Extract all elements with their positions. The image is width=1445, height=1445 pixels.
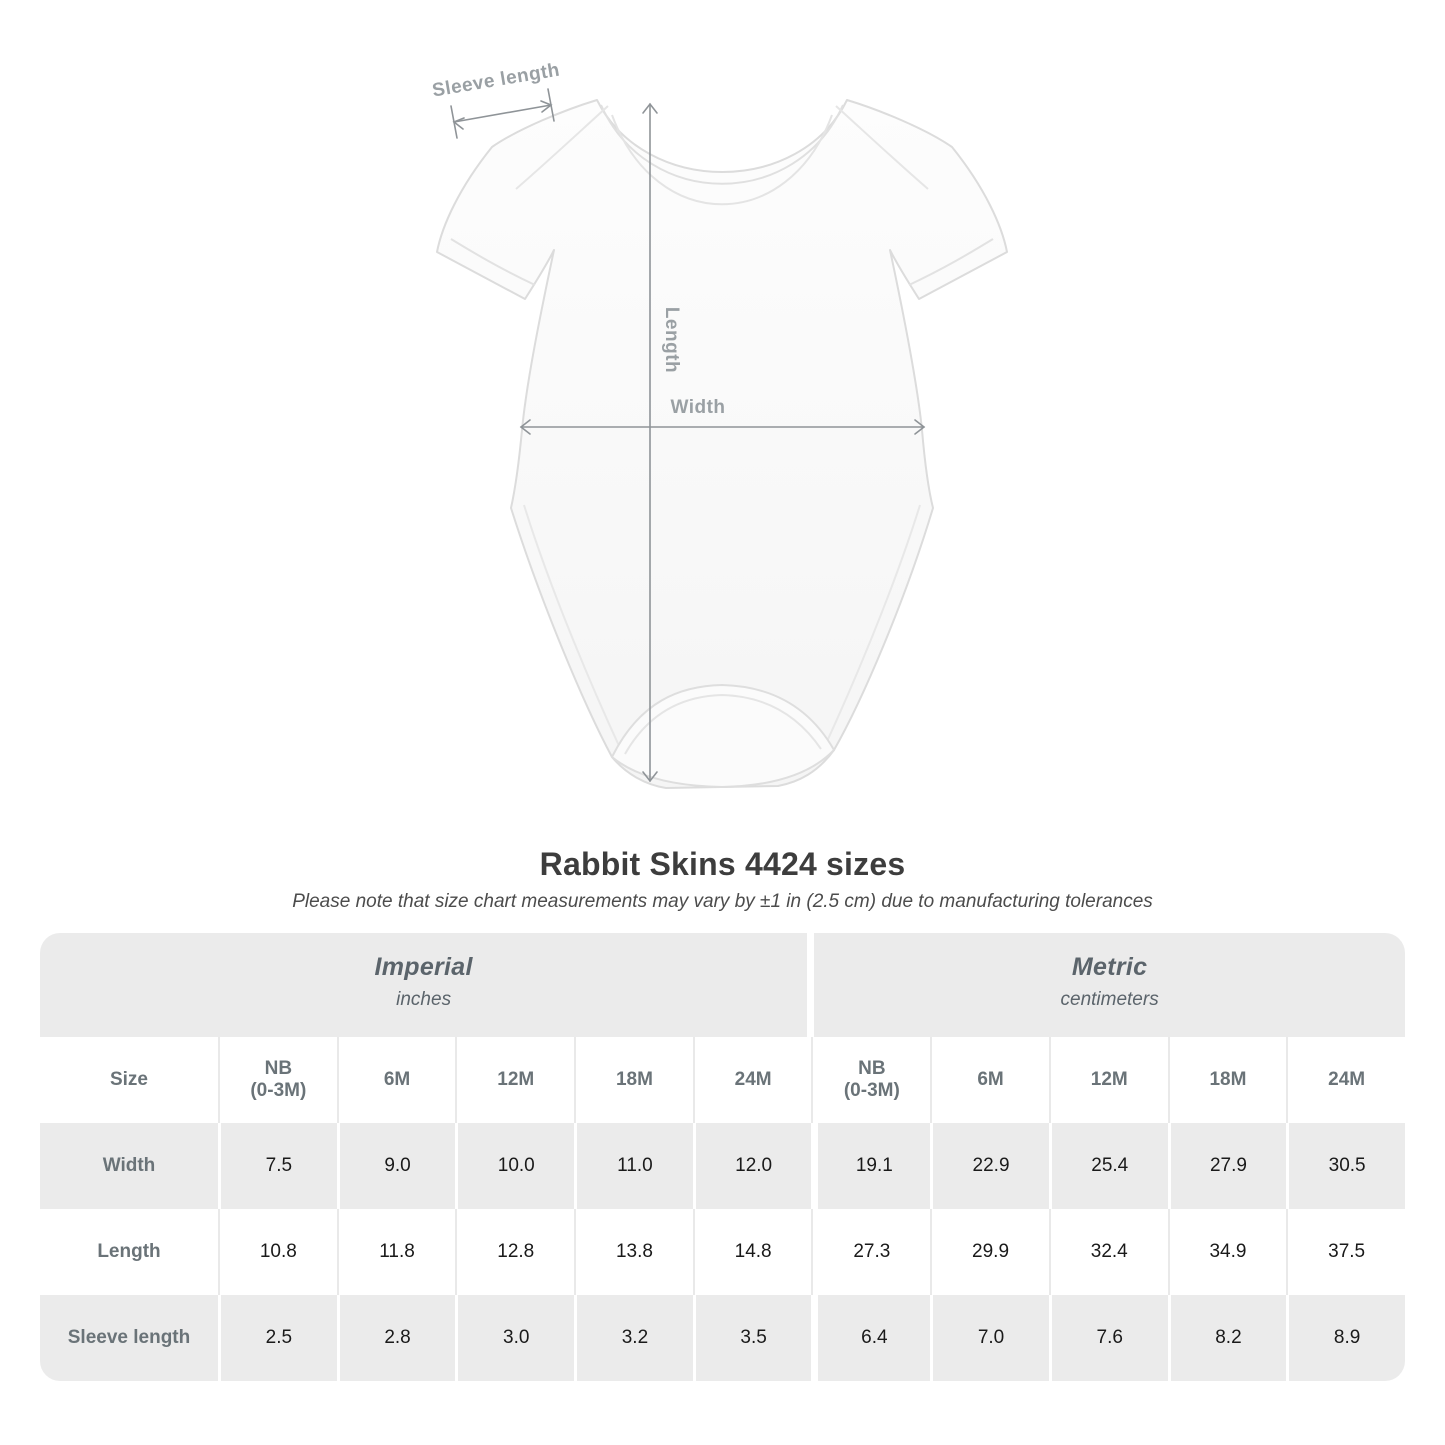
size-header-cell: 18M <box>1168 1037 1287 1123</box>
tolerance-note: Please note that size chart measurements may vary by ±1 in (2.5 cm) due to manufacturing tolerances <box>292 891 1153 912</box>
value-cell: 37.5 <box>1286 1209 1405 1295</box>
row-label: Length <box>97 1240 161 1262</box>
page-title: Rabbit Skins 4424 sizes <box>539 846 906 882</box>
size-header-cell: 12M <box>1049 1037 1168 1123</box>
size-header-cell: 6M <box>337 1037 456 1123</box>
size-header-cell: 18M <box>574 1037 693 1123</box>
size-header-cell: NB (0-3M) <box>218 1037 337 1123</box>
size-header-row <box>40 1037 1405 1123</box>
metric-unit-label: centimeters <box>1060 989 1159 1010</box>
value-cell: 14.8 <box>693 1209 812 1295</box>
table-row <box>40 1123 1405 1209</box>
metric-group-header <box>814 933 1405 1037</box>
value-cell: 9.0 <box>337 1123 456 1209</box>
value-cell: 7.5 <box>218 1123 337 1209</box>
value-cell: 12.8 <box>455 1209 574 1295</box>
size-column-header: Size <box>109 1068 149 1090</box>
value-cell: 34.9 <box>1168 1209 1287 1295</box>
value-cell: 2.5 <box>218 1295 337 1381</box>
size-header-cell: 6M <box>930 1037 1049 1123</box>
size-header-cell: NB (0-3M) <box>811 1037 930 1123</box>
value-cell: 12.0 <box>693 1123 812 1209</box>
unit-group-header-band <box>40 933 1405 1037</box>
row-label: Sleeve length <box>67 1326 191 1348</box>
metric-label: Metric <box>1071 953 1148 981</box>
value-cell: 11.8 <box>337 1209 456 1295</box>
size-header-cell: 12M <box>455 1037 574 1123</box>
size-grid <box>40 1037 1405 1381</box>
table-row <box>40 1295 1405 1381</box>
value-cell: 3.2 <box>574 1295 693 1381</box>
value-cell: 29.9 <box>930 1209 1049 1295</box>
value-cell: 10.8 <box>218 1209 337 1295</box>
value-cell: 8.9 <box>1286 1295 1405 1381</box>
sleeve-length-label: Sleeve length <box>430 59 562 102</box>
value-cell: 7.0 <box>930 1295 1049 1381</box>
value-cell: 25.4 <box>1049 1123 1168 1209</box>
imperial-group-header <box>40 933 807 1037</box>
imperial-label: Imperial <box>374 953 473 981</box>
size-header-cell: 24M <box>693 1037 812 1123</box>
value-cell: 27.9 <box>1168 1123 1287 1209</box>
value-cell: 27.3 <box>811 1209 930 1295</box>
size-table <box>40 933 1405 1381</box>
value-cell: 10.0 <box>455 1123 574 1209</box>
length-label: Length <box>661 306 682 374</box>
value-cell: 11.0 <box>574 1123 693 1209</box>
bodysuit-shape <box>437 100 1007 788</box>
value-cell: 7.6 <box>1049 1295 1168 1381</box>
value-cell: 2.8 <box>337 1295 456 1381</box>
value-cell: 32.4 <box>1049 1209 1168 1295</box>
imperial-unit-label: inches <box>396 989 452 1010</box>
value-cell: 3.5 <box>693 1295 812 1381</box>
value-cell: 30.5 <box>1286 1123 1405 1209</box>
size-header-cell: 24M <box>1286 1037 1405 1123</box>
value-cell: 22.9 <box>930 1123 1049 1209</box>
value-cell: 13.8 <box>574 1209 693 1295</box>
row-label: Width <box>102 1154 156 1176</box>
table-row <box>40 1209 1405 1295</box>
width-label: Width <box>670 397 726 418</box>
value-cell: 6.4 <box>811 1295 930 1381</box>
value-cell: 3.0 <box>455 1295 574 1381</box>
value-cell: 8.2 <box>1168 1295 1287 1381</box>
value-cell: 19.1 <box>811 1123 930 1209</box>
